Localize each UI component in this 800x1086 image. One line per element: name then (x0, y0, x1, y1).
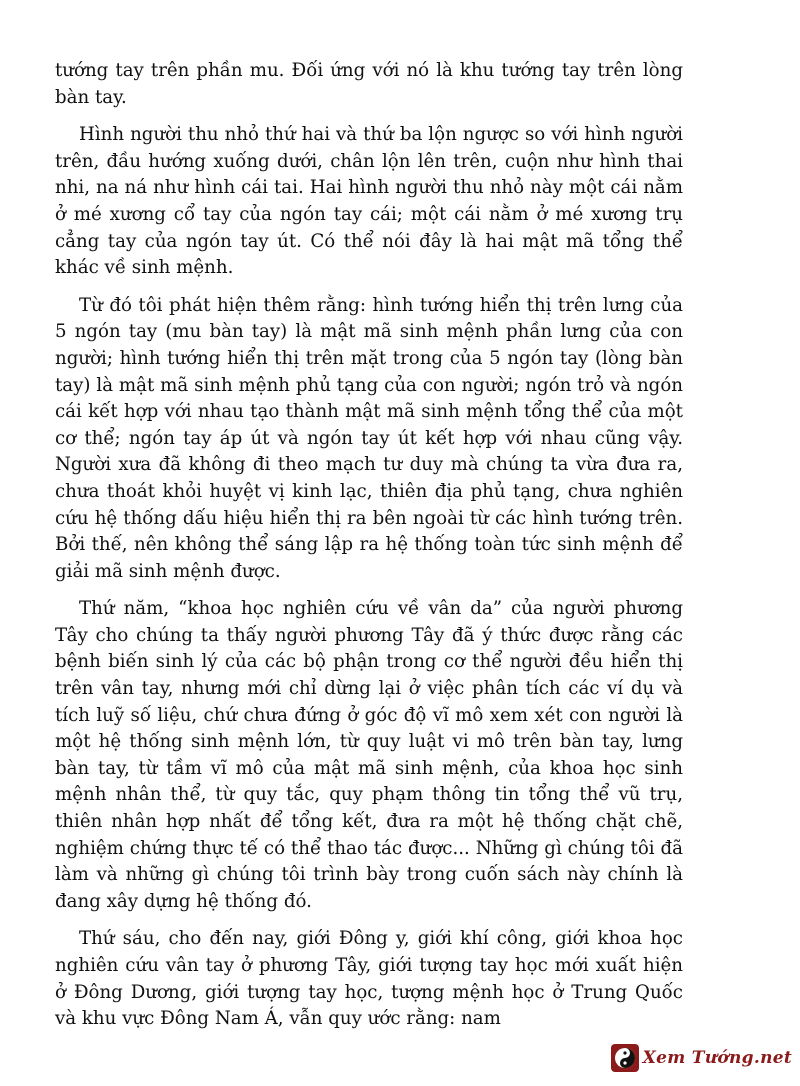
document-page (55, 58, 683, 1044)
paragraph-discovery: Từ đó tôi phát hiện thêm rằng: hình tướng hiển thị trên lưng của 5 ngón tay (mu bàn tay) là mật mã sinh mệnh phần lưng của con người; hình tướng hiển thị trên mặt trong của 5 ngón tay (lòng bàn tay) là mật mã sinh mệnh phủ tạng của con người; ngón trỏ và ngón cái kết hợp với nhau tạo thành mật mã sinh mệnh tổng thể của một cơ thể; ngón tay áp út và ngón tay út kết hợp với nhau cũng vậy. Người xưa đã không đi theo mạch tư duy mà chúng ta vừa đưa ra, chưa thoát khỏi huyệt vị kinh lạc, thiên địa phủ tạng, chưa nghiên cứu hệ thống dấu hiệu hiển thị ra bên ngoài từ các hình tướng trên. Bởi thế, nên không thể sáng lập ra hệ thống toàn tức sinh mệnh để giải mã sinh mệnh được. (55, 294, 683, 582)
paragraph-miniature-figures: Hình người thu nhỏ thứ hai và thứ ba lộn ngược so với hình người trên, đầu hướng xuống dưới, chân lộn lên trên, cuộn như hình thai nhi, na ná như hình cái tai. Hai hình người thu nhỏ này một cái nằm ở mé xương cổ tay của ngón tay cái; một cái nằm ở mé xương trụ cẳng tay của ngón tay út. Có thể nói đây là hai mật mã tổng thể khác về sinh mệnh. (55, 124, 683, 279)
paragraph-sixth-point: Thứ sáu, cho đến nay, giới Đông y, giới khí công, giới khoa học nghiên cứu vân tay ở phương Tây, giới tượng tay học mới xuất hiện ở Đông Dương, giới tượng tay học, tượng mệnh học ở Trung Quốc và khu vực Đông Nam Á, vẫn quy ước rằng: nam (55, 928, 683, 1030)
paragraph-continuation: tướng tay trên phần mu. Đối ứng với nó là khu tướng tay trên lòng bàn tay. (55, 60, 683, 108)
yin-yang-icon (611, 1044, 639, 1072)
site-watermark (611, 1044, 792, 1072)
watermark-label: Xem Tướng.net (642, 1048, 792, 1068)
paragraph-fifth-point: Thứ năm, “khoa học nghiên cứu về vân da” của người phương Tây cho chúng ta thấy người phương Tây đã ý thức được rằng các bệnh biến sinh lý của các bộ phận trong cơ thể người đều hiển thị trên vân tay, nhưng mới chỉ dừng lại ở việc phân tích các ví dụ và tích luỹ số liệu, chứ chưa đứng ở góc độ vĩ mô xem xét con người là một hệ thống sinh mệnh lớn, từ quy luật vi mô trên bàn tay, lưng bàn tay, từ tầm vĩ mô của mật mã sinh mệnh, của khoa học sinh mệnh nhân thể, từ quy tắc, quy phạm thông tin tổng thể vũ trụ, thiên nhân hợp nhất để tổng kết, đưa ra một hệ thống chặt chẽ, nghiệm chứng thực tế có thể thao tác được... Những gì chúng tôi đã làm và những gì chúng tôi trình bày trong cuốn sách này chính là đang xây dựng hệ thống đó. (55, 598, 683, 912)
